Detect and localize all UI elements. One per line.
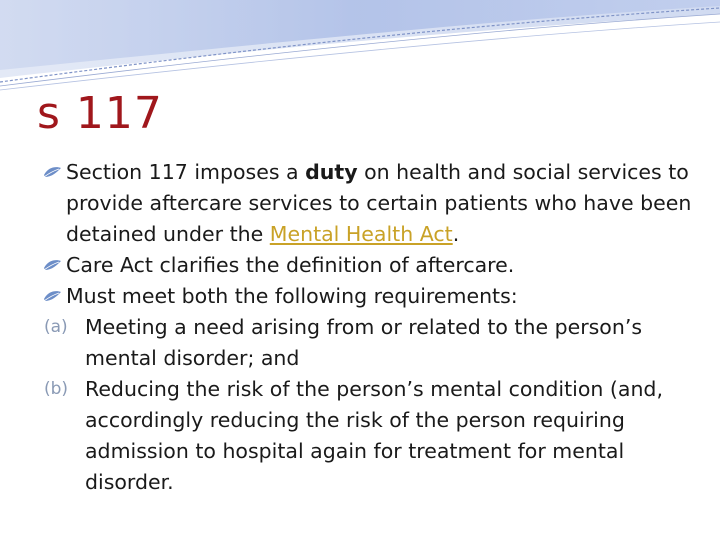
bullet-text-pre: Section 117 imposes a <box>66 160 306 184</box>
slide-body <box>44 157 694 498</box>
item-label: (a) <box>44 317 68 337</box>
bullet-section-117 <box>44 157 694 250</box>
requirement-b <box>44 374 694 498</box>
leaf-bullet-icon <box>42 165 62 181</box>
bold-duty: duty <box>305 160 358 184</box>
mental-health-act-link[interactable]: Mental Health Act <box>269 222 453 246</box>
requirement-a <box>44 312 694 374</box>
slide-title: s 117 <box>37 88 163 139</box>
bullet-text-end: . <box>452 222 460 246</box>
bullet-text: Must meet both the following requirements: <box>66 284 518 308</box>
leaf-bullet-icon <box>42 289 62 305</box>
bullet-requirements <box>44 281 694 312</box>
item-text: Reducing the risk of the person’s mental condition (and, accordingly reducing the risk of the person requiring admission to hospital again for treatment for mental disorder. <box>85 377 663 494</box>
bullet-text-post: on health and social services to provide aftercare services to certain patients who have been detained under the <box>66 160 692 246</box>
leaf-bullet-icon <box>42 258 62 274</box>
item-label: (b) <box>44 379 69 399</box>
item-text: Meeting a need arising from or related to the person’s mental disorder; and <box>85 315 643 370</box>
bullet-care-act <box>44 250 694 281</box>
bullet-text: Care Act clarifies the definition of aftercare. <box>66 253 515 277</box>
